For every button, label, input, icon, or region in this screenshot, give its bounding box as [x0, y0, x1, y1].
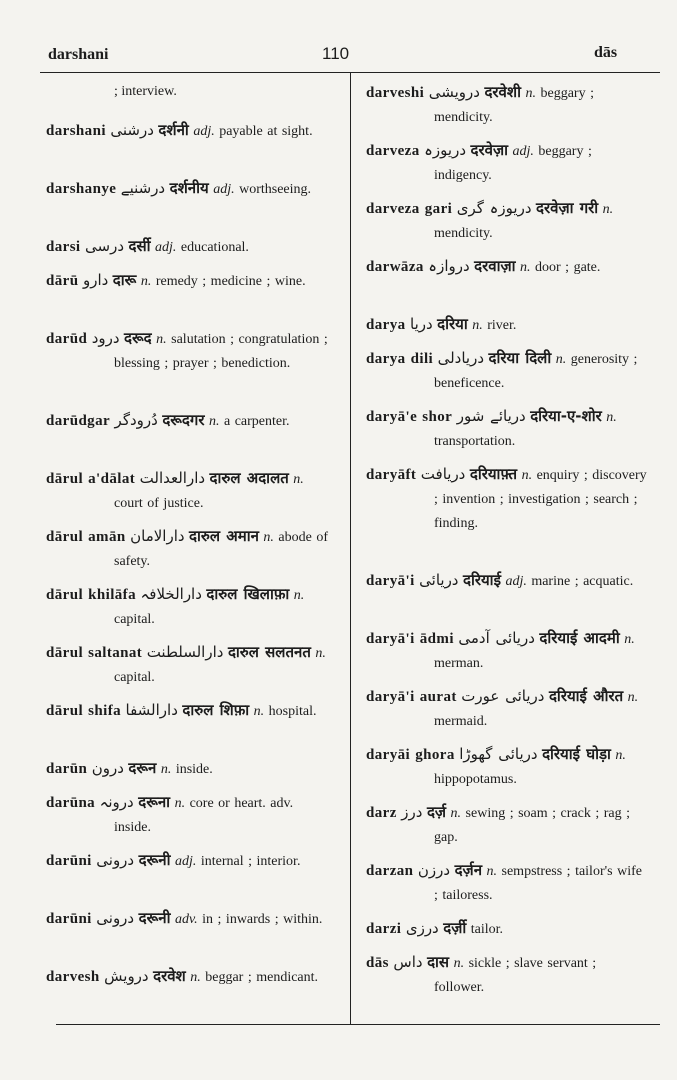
definition: court of justice. — [114, 496, 204, 511]
hindi-script: दरिया — [437, 315, 468, 333]
part-of-speech: n. — [140, 274, 152, 289]
part-of-speech: n. — [525, 86, 536, 101]
urdu-script: درشنیے — [120, 179, 166, 197]
part-of-speech: n. — [521, 468, 533, 483]
part-of-speech: n. — [174, 796, 186, 811]
urdu-script: دریائی عورت — [461, 687, 545, 705]
definition: mendicity. — [434, 226, 493, 241]
headword: darzi — [366, 921, 402, 937]
dictionary-entry — [46, 466, 332, 516]
hindi-script: दरून — [128, 759, 157, 777]
part-of-speech: n. — [606, 410, 617, 425]
part-of-speech: adv. — [174, 912, 198, 927]
part-of-speech: n. — [450, 806, 462, 821]
urdu-script: دارو — [82, 271, 109, 289]
hindi-script: दरवेज़ा — [470, 141, 508, 159]
part-of-speech: n. — [624, 632, 635, 647]
urdu-script: دریوزہ گری — [456, 199, 532, 217]
headword: darūni — [46, 853, 92, 869]
hindi-script: दर्शनी — [158, 121, 189, 139]
dictionary-entry — [366, 196, 650, 246]
definition: internal ; interior. — [200, 854, 301, 869]
footer-rule — [56, 1024, 660, 1025]
hindi-script: दरियाई आदमी — [539, 629, 620, 647]
hindi-script: दरूनी — [138, 909, 171, 927]
headword: dārū — [46, 273, 79, 289]
headword: darūna — [46, 795, 96, 811]
part-of-speech: n. — [472, 318, 483, 333]
headword: daryā'i aurat — [366, 689, 457, 705]
dictionary-entry — [46, 408, 332, 434]
part-of-speech: n. — [520, 260, 531, 275]
definition: worthseeing. — [239, 182, 312, 197]
urdu-script: دریادلی — [437, 349, 485, 367]
dictionary-entry — [46, 906, 332, 932]
urdu-script: دارالخلافہ — [140, 585, 202, 603]
headword: darwāza — [366, 259, 424, 275]
urdu-script: درسی — [85, 237, 125, 255]
headword: darya dili — [366, 351, 434, 367]
definition: inside. — [175, 762, 213, 777]
dictionary-entry — [46, 964, 332, 990]
headword: darūn — [46, 761, 88, 777]
part-of-speech: adj. — [505, 574, 527, 589]
headword: darshanye — [46, 181, 117, 197]
definition: hospital. — [268, 704, 317, 719]
part-of-speech: adj. — [155, 240, 177, 255]
urdu-script: دریا — [410, 315, 433, 333]
definition: a carpenter. — [223, 414, 290, 429]
part-of-speech: adj. — [174, 854, 197, 869]
headword: dārul khilāfa — [46, 587, 136, 603]
hindi-script: दास — [427, 953, 450, 971]
dictionary-entry — [46, 790, 332, 840]
urdu-script: درزی — [405, 919, 439, 937]
hindi-script: दरवेशी — [484, 83, 521, 101]
part-of-speech: n. — [602, 202, 614, 217]
hindi-script: दारुल सलतनत — [227, 643, 311, 661]
dictionary-entry — [46, 698, 332, 724]
definition: hippopotamus. — [434, 772, 517, 787]
page-number: 110 — [322, 44, 350, 63]
urdu-script: درونی — [96, 909, 135, 927]
headword: dārul amān — [46, 529, 126, 545]
urdu-script: درونہ — [99, 793, 134, 811]
definition: generosity ; beneficence. — [434, 352, 638, 391]
dictionary-entry — [366, 80, 650, 130]
headword: daryā'i ādmi — [366, 631, 454, 647]
dictionary-entry — [46, 176, 332, 202]
urdu-script: درز — [401, 803, 423, 821]
definition: educational. — [180, 240, 249, 255]
column-divider — [350, 72, 351, 1024]
running-head-right: dās — [594, 44, 618, 61]
headword: darūd — [46, 331, 88, 347]
headword: darveza — [366, 143, 420, 159]
dictionary-entry — [46, 524, 332, 574]
part-of-speech: n. — [156, 332, 167, 347]
definition: in ; inwards ; within. — [202, 912, 323, 927]
hindi-script: दारुल अदालत — [209, 469, 289, 487]
dictionary-entry — [46, 268, 332, 294]
dictionary-entry — [366, 742, 650, 792]
dictionary-entry — [46, 118, 332, 144]
urdu-script: دارالشفا — [125, 701, 178, 719]
headword: darz — [366, 805, 397, 821]
urdu-script: درود — [91, 329, 120, 347]
urdu-script: دارالامان — [130, 527, 185, 545]
dictionary-entry — [366, 684, 650, 734]
part-of-speech: n. — [208, 414, 220, 429]
definition: beggary ; indigency. — [434, 144, 592, 183]
urdu-script: دریائی — [419, 571, 459, 589]
urdu-script: داس — [393, 953, 423, 971]
part-of-speech: n. — [555, 352, 567, 367]
urdu-script: درشنی — [110, 121, 154, 139]
definition: capital. — [114, 670, 155, 685]
dictionary-entry — [366, 312, 650, 338]
headword: darveza gari — [366, 201, 453, 217]
dictionary-entry — [46, 756, 332, 782]
headword: darshani — [46, 123, 106, 139]
hindi-script: दरियाई औरत — [548, 687, 624, 705]
urdu-script: دارالسلطنت — [146, 643, 224, 661]
headword: darya — [366, 317, 406, 333]
hindi-script: दरूनी — [138, 851, 171, 869]
dictionary-entry — [366, 800, 650, 850]
part-of-speech: n. — [627, 690, 639, 705]
headword: darzan — [366, 863, 414, 879]
definition: sewing ; soam ; crack ; rag ; gap. — [434, 806, 630, 845]
urdu-script: دریائی آدمی — [458, 629, 535, 647]
hindi-script: दारू — [112, 271, 137, 289]
urdu-script: درون — [91, 759, 124, 777]
headword: darūni — [46, 911, 92, 927]
urdu-script: درزن — [417, 861, 451, 879]
part-of-speech: n. — [293, 588, 305, 603]
definition: beggar ; mendicant. — [205, 970, 319, 985]
urdu-script: دریافت — [420, 465, 466, 483]
definition: salutation ; congratulation ; blessing ; prayer ; benediction. — [114, 332, 328, 371]
headword: daryā'i — [366, 573, 415, 589]
dictionary-entry — [366, 916, 650, 942]
headword: darūdgar — [46, 413, 111, 429]
hindi-script: दर्शनीय — [169, 179, 209, 197]
part-of-speech: adj. — [512, 144, 534, 159]
dictionary-entry — [366, 626, 650, 676]
definition: ; interview. — [114, 84, 177, 99]
part-of-speech: n. — [486, 864, 498, 879]
headword: daryā'e shor — [366, 409, 453, 425]
definition: core or heart. adv. inside. — [114, 796, 294, 835]
headword: darveshi — [366, 85, 425, 101]
running-head-left: darshani — [48, 46, 109, 63]
definition: abode of safety. — [114, 530, 328, 569]
hindi-script: दर्ज़ी — [443, 919, 467, 937]
urdu-script: دروازہ — [428, 257, 470, 275]
part-of-speech: n. — [263, 530, 274, 545]
part-of-speech: n. — [453, 956, 465, 971]
dictionary-entry — [366, 346, 650, 396]
urdu-script: دریوزہ — [424, 141, 467, 159]
part-of-speech: n. — [315, 646, 326, 661]
part-of-speech: adj. — [193, 124, 215, 139]
part-of-speech: n. — [293, 472, 304, 487]
hindi-script: दरूदगर — [162, 411, 205, 429]
dictionary-entry — [46, 640, 332, 690]
hindi-script: दरूना — [138, 793, 171, 811]
hindi-script: दरवेश — [153, 967, 186, 985]
hindi-script: दरिया-ए-शोर — [530, 407, 602, 425]
definition: sempstress ; tailor's wife ; tailoress. — [434, 864, 642, 903]
urdu-script: دارالعدالت — [139, 469, 206, 487]
hindi-script: दर्ज़न — [454, 861, 483, 879]
dictionary-entry — [366, 568, 650, 594]
dictionary-entry — [366, 404, 650, 454]
part-of-speech: n. — [190, 970, 201, 985]
hindi-script: दरिया दिली — [488, 349, 552, 367]
dictionary-entry — [366, 138, 650, 188]
part-of-speech: n. — [615, 748, 626, 763]
hindi-script: दर्ज़ — [426, 803, 447, 821]
dictionary-entry — [366, 950, 650, 1000]
definition: capital. — [114, 612, 155, 627]
hindi-script: दरियाई घोड़ा — [542, 745, 611, 763]
headword: daryāi ghora — [366, 747, 455, 763]
headword: daryāft — [366, 467, 417, 483]
definition: payable at sight. — [219, 124, 313, 139]
definition: tailor. — [470, 922, 504, 937]
part-of-speech: n. — [253, 704, 265, 719]
definition: enquiry ; discovery ; invention ; investigation ; search ; finding. — [434, 468, 647, 531]
hindi-script: दारुल अमान — [189, 527, 259, 545]
dictionary-entry — [46, 80, 332, 104]
hindi-script: दरियाई — [463, 571, 501, 589]
urdu-script: درونی — [96, 851, 135, 869]
definition: marine ; acquatic. — [531, 574, 634, 589]
definition: remedy ; medicine ; wine. — [155, 274, 306, 289]
part-of-speech: n. — [160, 762, 172, 777]
urdu-script: دریائے شور — [456, 407, 526, 425]
hindi-script: दरियाफ़्त — [469, 465, 518, 483]
hindi-script: दरूद — [124, 329, 152, 347]
headword: dās — [366, 955, 389, 971]
definition: door ; gate. — [535, 260, 601, 275]
dictionary-entry — [366, 858, 650, 908]
urdu-script: دریائی گھوڑا — [459, 745, 538, 763]
headword: darsi — [46, 239, 81, 255]
headword: darvesh — [46, 969, 100, 985]
dictionary-entry — [46, 582, 332, 632]
headword: dārul shifa — [46, 703, 122, 719]
urdu-script: درویش — [104, 967, 149, 985]
urdu-script: درویشی — [428, 83, 480, 101]
dictionary-entry — [366, 254, 650, 280]
definition: river. — [487, 318, 517, 333]
dictionary-entry — [366, 462, 650, 536]
definition: transportation. — [434, 434, 516, 449]
dictionary-entry — [46, 234, 332, 260]
urdu-script: دُرودگر — [114, 411, 158, 429]
headword: dārul a'dālat — [46, 471, 136, 487]
dictionary-entry — [46, 326, 332, 376]
hindi-script: दरवेज़ा गरी — [536, 199, 599, 217]
headword: dārul saltanat — [46, 645, 143, 661]
hindi-script: दारुल शिफ़ा — [182, 701, 250, 719]
definition: beggary ; mendicity. — [434, 86, 594, 125]
hindi-script: दरवाज़ा — [474, 257, 516, 275]
dictionary-entry — [46, 848, 332, 874]
hindi-script: दर्सी — [128, 237, 151, 255]
definition: merman. — [434, 656, 484, 671]
definition: mermaid. — [434, 714, 488, 729]
part-of-speech: adj. — [213, 182, 235, 197]
hindi-script: दारुल खिलाफ़ा — [206, 585, 290, 603]
definition: sickle ; slave servant ; follower. — [434, 956, 597, 995]
